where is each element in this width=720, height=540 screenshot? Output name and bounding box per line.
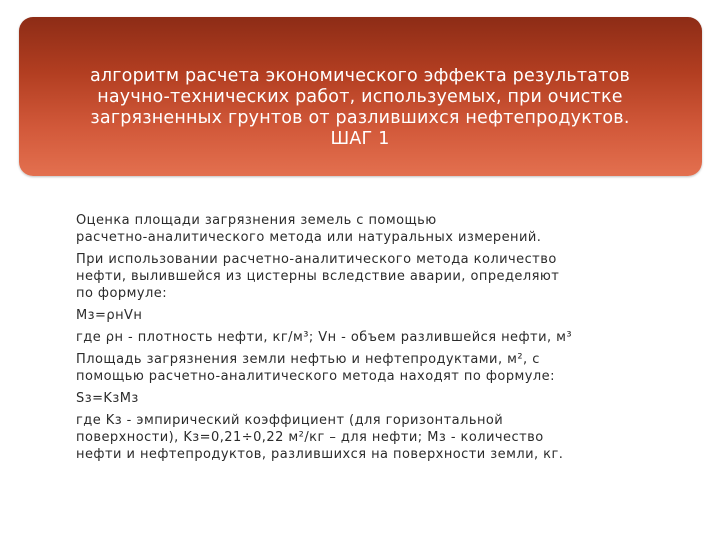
text-line: нефти и нефтепродуктов, разлившихся на поверхности земли, кг.	[76, 447, 564, 462]
paragraph-mass-legend	[76, 329, 676, 346]
formula-mass	[76, 307, 676, 324]
text-line: Площадь загрязнения земли нефтью и нефтепродуктами, м², с	[76, 352, 540, 367]
slide-body	[76, 212, 676, 468]
text-line: где ρн - плотность нефти, кг/м³; Vн - объем разлившейся нефти, м³	[76, 330, 573, 345]
title-line: научно-технических работ, используемых, при очистке	[97, 87, 623, 107]
formula-text: Mз=ρнVн	[76, 308, 143, 323]
text-line: поверхности), Kз=0,21÷0,22 м²/кг – для нефти; Mз - количество	[76, 430, 544, 445]
text-line: нефти, вылившейся из цистерны вследствие аварии, определяют	[76, 269, 560, 284]
text-line: расчетно-аналитического метода или натуральных измерений.	[76, 230, 542, 245]
paragraph-area-legend	[76, 412, 676, 463]
paragraph-area-estimation	[76, 212, 676, 246]
formula-text: Sз=KзMз	[76, 391, 139, 406]
text-line: Оценка площади загрязнения земель с помощью	[76, 213, 437, 228]
formula-area	[76, 390, 676, 407]
text-line: по формуле:	[76, 286, 168, 301]
text-line: где Kз - эмпирический коэффициент (для горизонтальной	[76, 413, 504, 428]
paragraph-area-formula-intro	[76, 351, 676, 385]
text-line: помощью расчетно-аналитического метода находят по формуле:	[76, 369, 555, 384]
text-line: При использовании расчетно-аналитического метода количество	[76, 252, 557, 267]
paragraph-calculation-method	[76, 251, 676, 302]
title-line: загрязненных грунтов от разлившихся нефтепродуктов.	[90, 108, 630, 128]
slide-title	[40, 66, 680, 150]
title-line: алгоритм расчета экономического эффекта результатов	[89, 66, 631, 86]
title-step: ШАГ 1	[330, 129, 390, 149]
